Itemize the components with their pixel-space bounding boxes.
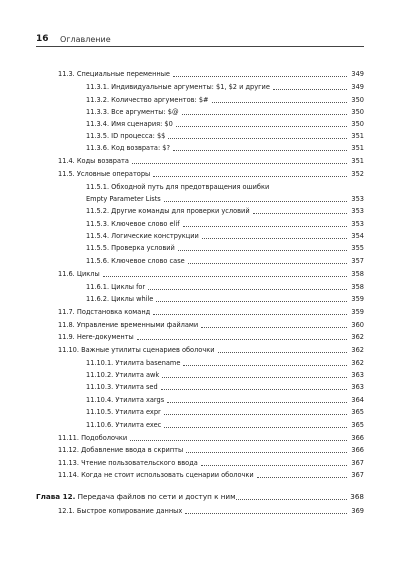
toc-page-number: 367 bbox=[351, 471, 364, 479]
toc-chapter-entry bbox=[36, 493, 364, 502]
toc-entry-label: 11.3.2. Количество аргументов: $# bbox=[86, 96, 209, 104]
toc-entry-label: 11.6. Циклы bbox=[58, 270, 100, 278]
toc-entry bbox=[86, 283, 364, 292]
toc-entry bbox=[86, 144, 364, 153]
toc-entry bbox=[58, 346, 364, 355]
toc-entry bbox=[58, 321, 364, 330]
dot-leader bbox=[186, 452, 347, 453]
toc-entry bbox=[58, 270, 364, 279]
toc-page-number: 359 bbox=[351, 308, 364, 316]
toc-entry-label: 11.8. Управление временными файлами bbox=[58, 321, 199, 329]
toc-entry bbox=[58, 507, 364, 516]
toc-page-number: 350 bbox=[351, 120, 364, 128]
toc-page-number: 353 bbox=[351, 195, 364, 203]
toc-page-number: 369 bbox=[351, 507, 364, 515]
toc-entry bbox=[86, 396, 364, 405]
toc-page-number: 350 bbox=[351, 96, 364, 104]
toc-page-number: 359 bbox=[351, 295, 364, 303]
toc-entry-label: 11.5. Условные операторы bbox=[58, 170, 151, 178]
toc-entry-label: 11.11. Подоболочки bbox=[58, 434, 128, 442]
dot-leader bbox=[178, 250, 347, 251]
toc-entry-label: 11.10.4. Утилита xargs bbox=[86, 396, 165, 404]
dot-leader bbox=[185, 513, 347, 514]
page-number: 16 bbox=[36, 34, 49, 44]
toc-entry bbox=[86, 83, 364, 92]
toc-entry-label: 11.14. Когда не стоит использовать сценарии оболочки bbox=[58, 471, 254, 479]
toc-page-number: 365 bbox=[351, 408, 364, 416]
toc-entry bbox=[86, 132, 364, 141]
dot-leader bbox=[253, 213, 347, 214]
dot-leader bbox=[201, 465, 347, 466]
toc-page-number: 365 bbox=[351, 421, 364, 429]
dot-leader bbox=[183, 226, 347, 227]
toc-entry bbox=[58, 446, 364, 455]
toc-entry bbox=[58, 308, 364, 317]
toc-entry-label: 11.10.3. Утилита sed bbox=[86, 383, 158, 391]
toc-entry-label: 11.6.1. Циклы for bbox=[86, 283, 146, 291]
toc-entry-label: 11.5.3. Ключевое слово elif bbox=[86, 220, 180, 228]
chapter-title: Передача файлов по сети и доступ к ним bbox=[77, 492, 236, 501]
toc-entry-label: 11.3.1. Индивидуальные аргументы: $1, $2 и другие bbox=[86, 83, 270, 91]
toc-page-number: 349 bbox=[351, 70, 364, 78]
dot-leader bbox=[212, 102, 347, 103]
toc-page-number: 367 bbox=[351, 459, 364, 467]
toc-page-number: 354 bbox=[351, 232, 364, 240]
toc-entry bbox=[86, 183, 364, 204]
dot-leader bbox=[173, 76, 347, 77]
toc-entry bbox=[86, 207, 364, 216]
toc-page-number: 353 bbox=[351, 207, 364, 215]
toc-entry-label: 11.5.1. Обходной путь для предотвращения ошибки bbox=[86, 183, 270, 191]
dot-leader bbox=[103, 276, 347, 277]
toc-entry-label: 11.10.2. Утилита awk bbox=[86, 371, 160, 379]
dot-leader bbox=[137, 339, 347, 340]
dot-leader bbox=[164, 201, 347, 202]
dot-leader bbox=[202, 238, 347, 239]
dot-leader bbox=[173, 150, 347, 151]
running-title: Оглавление bbox=[60, 35, 111, 44]
toc-entry bbox=[58, 70, 364, 79]
toc-entry bbox=[86, 244, 364, 253]
toc-page-number: 358 bbox=[351, 270, 364, 278]
toc-entry bbox=[86, 383, 364, 392]
dot-leader bbox=[156, 301, 347, 302]
dot-leader bbox=[188, 263, 347, 264]
dot-leader bbox=[153, 314, 347, 315]
toc-entry bbox=[58, 471, 364, 480]
toc-page-number: 353 bbox=[351, 220, 364, 228]
dot-leader bbox=[130, 440, 347, 441]
toc-entry bbox=[58, 333, 364, 342]
toc-page-number: 366 bbox=[351, 446, 364, 454]
toc-entry bbox=[58, 170, 364, 179]
toc-entry-label: 11.5.5. Проверка условий bbox=[86, 244, 175, 252]
toc-entry-label: 11.10.5. Утилита expr bbox=[86, 408, 161, 416]
dot-leader bbox=[164, 427, 347, 428]
toc-entry-label: 12.1. Быстрое копирование данных bbox=[58, 507, 183, 515]
dot-leader bbox=[183, 365, 347, 366]
toc-entry bbox=[86, 120, 364, 129]
toc-entry bbox=[86, 232, 364, 241]
toc-page-number: 363 bbox=[351, 383, 364, 391]
dot-leader bbox=[201, 327, 347, 328]
dot-leader bbox=[168, 138, 347, 139]
toc-entry bbox=[86, 96, 364, 105]
toc-entry bbox=[86, 220, 364, 229]
toc-entry-label: 11.10. Важные утилиты сценариев оболочки bbox=[58, 346, 215, 354]
toc-page-number: 363 bbox=[351, 371, 364, 379]
dot-leader bbox=[164, 414, 347, 415]
toc-entry bbox=[58, 459, 364, 468]
toc-page-number: 351 bbox=[351, 132, 364, 140]
toc-page-number: 351 bbox=[351, 144, 364, 152]
toc-page-number: 350 bbox=[351, 108, 364, 116]
toc-page-number: 355 bbox=[351, 244, 364, 252]
dot-leader bbox=[167, 402, 347, 403]
dot-leader bbox=[148, 289, 347, 290]
toc-page-number: 366 bbox=[351, 434, 364, 442]
toc-entry-label: 11.10.1. Утилита basename bbox=[86, 359, 181, 367]
toc-entry-label: 11.3.4. Имя сценария: $0 bbox=[86, 120, 173, 128]
toc-entry-label: 11.5.6. Ключевое слово case bbox=[86, 257, 185, 265]
toc-entry-label: 11.13. Чтение пользовательского ввода bbox=[58, 459, 198, 467]
dot-leader bbox=[153, 176, 347, 177]
toc-entry bbox=[86, 295, 364, 304]
toc-entry bbox=[58, 157, 364, 166]
dot-leader bbox=[176, 126, 347, 127]
toc-entry bbox=[86, 257, 364, 266]
toc-page-number: 362 bbox=[351, 333, 364, 341]
toc-page-number: 357 bbox=[351, 257, 364, 265]
dot-leader bbox=[218, 352, 348, 353]
toc-entry-label: 11.5.2. Другие команды для проверки условий bbox=[86, 207, 250, 215]
toc-entry-label: 11.3. Специальные переменные bbox=[58, 70, 170, 78]
toc-entry-label: 11.10.6. Утилита exec bbox=[86, 421, 162, 429]
toc-page-number: 364 bbox=[351, 396, 364, 404]
dot-leader bbox=[273, 89, 347, 90]
toc-entry-label: 11.5.4. Логические конструкции bbox=[86, 232, 199, 240]
toc-entry bbox=[86, 359, 364, 368]
toc-entry-label: 11.3.3. Все аргументы: $@ bbox=[86, 108, 179, 116]
toc-page-number: 362 bbox=[351, 346, 364, 354]
toc-entry-label: 11.3.5. ID процесса: $$ bbox=[86, 132, 166, 140]
chapter-number: Глава 12. bbox=[36, 492, 76, 501]
toc-entry-label: 11.9. Here-документы bbox=[58, 333, 134, 341]
toc-page-number: 349 bbox=[351, 83, 364, 91]
toc-entry-label: 11.3.6. Код возврата: $? bbox=[86, 144, 170, 152]
toc-entry bbox=[58, 434, 364, 443]
dot-leader bbox=[182, 114, 347, 115]
dot-leader bbox=[236, 499, 347, 500]
toc-entry-label: 11.6.2. Циклы while bbox=[86, 295, 154, 303]
toc-entry-label-continued: Empty Parameter Lists bbox=[86, 195, 161, 203]
toc-page-number: 360 bbox=[351, 321, 364, 329]
toc-page-number: 362 bbox=[351, 359, 364, 367]
toc-page-number: 352 bbox=[351, 170, 364, 178]
dot-leader bbox=[257, 477, 347, 478]
toc-entry bbox=[86, 371, 364, 380]
toc-entry-label: 11.7. Подстановка команд bbox=[58, 308, 151, 316]
toc-chapter-label bbox=[36, 493, 236, 501]
toc-page-number: 368 bbox=[350, 492, 364, 501]
toc-page-number: 351 bbox=[351, 157, 364, 165]
toc-entry bbox=[86, 108, 364, 117]
dot-leader bbox=[132, 163, 347, 164]
toc-entry-label: 11.12. Добавление ввода в скрипты bbox=[58, 446, 184, 454]
dot-leader bbox=[161, 389, 347, 390]
toc-entry bbox=[86, 421, 364, 430]
toc-entry-label: 11.4. Коды возврата bbox=[58, 157, 129, 165]
dot-leader bbox=[162, 377, 347, 378]
toc-page-number: 358 bbox=[351, 283, 364, 291]
toc-entry bbox=[86, 408, 364, 417]
